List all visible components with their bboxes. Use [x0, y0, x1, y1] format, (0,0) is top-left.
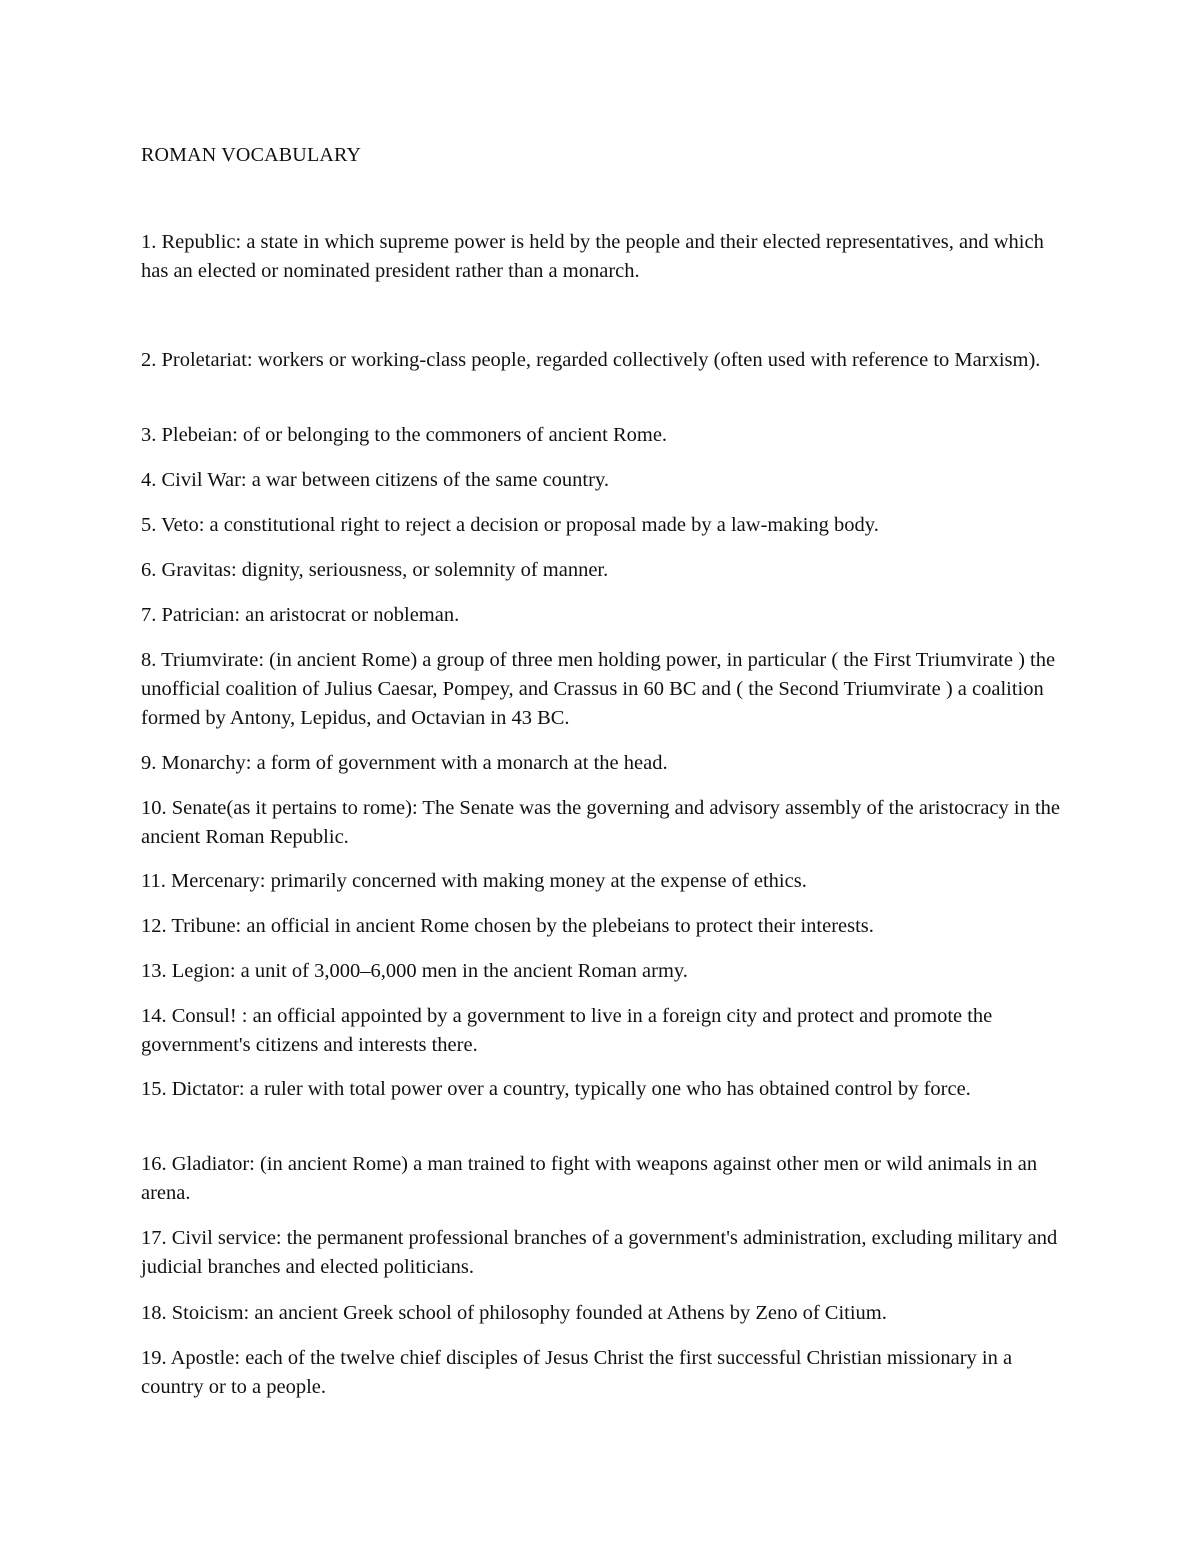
vocab-entry-consul: 14. Consul! : an official appointed by a government to live in a foreign city and protect and promote the government's citizens and interests there. — [141, 1005, 993, 1056]
vocab-entry-legion: 13. Legion: a unit of 3,000–6,000 men in the ancient Roman army. — [141, 960, 688, 982]
vocab-entry-mercenary: 11. Mercenary: primarily concerned with making money at the expense of ethics. — [141, 870, 807, 892]
vocab-entry-republic: 1. Republic: a state in which supreme power is held by the people and their elected representatives, and which has an elected or nominated president rather than a monarch. — [141, 231, 1044, 282]
document-title: ROMAN VOCABULARY — [141, 144, 362, 166]
vocab-entry-monarchy: 9. Monarchy: a form of government with a monarch at the head. — [141, 752, 668, 774]
vocab-entry-veto: 5. Veto: a constitutional right to reject a decision or proposal made by a law-making body. — [141, 514, 879, 536]
vocab-entry-patrician: 7. Patrician: an aristocrat or nobleman. — [141, 604, 460, 626]
vocab-entry-senate: 10. Senate(as it pertains to rome): The Senate was the governing and advisory assembly of the aristocracy in the ancient Roman Republic. — [141, 797, 1061, 848]
vocab-entry-gravitas: 6. Gravitas: dignity, seriousness, or solemnity of manner. — [141, 559, 609, 581]
vocab-entry-gladiator: 16. Gladiator: (in ancient Rome) a man trained to fight with weapons against other men or wild animals in an arena. — [141, 1153, 1038, 1204]
vocab-entry-civil-service: 17. Civil service: the permanent professional branches of a government's administration, excluding military and judicial branches and elected politicians. — [141, 1227, 1058, 1278]
vocab-entry-proletariat: 2. Proletariat: workers or working-class people, regarded collectively (often used with reference to Marxism). — [141, 349, 1041, 371]
vocab-entry-plebeian: 3. Plebeian: of or belonging to the commoners of ancient Rome. — [141, 424, 668, 446]
vocab-entry-civil-war: 4. Civil War: a war between citizens of the same country. — [141, 469, 609, 491]
vocab-entry-tribune: 12. Tribune: an official in ancient Rome chosen by the plebeians to protect their interests. — [141, 915, 874, 937]
vocab-entry-stoicism: 18. Stoicism: an ancient Greek school of philosophy founded at Athens by Zeno of Citium. — [141, 1302, 887, 1324]
vocab-entry-apostle: 19. Apostle: each of the twelve chief disciples of Jesus Christ the first successful Christian missionary in a country or to a people. — [141, 1347, 1013, 1398]
vocab-entry-triumvirate: 8. Triumvirate: (in ancient Rome) a group of three men holding power, in particular ( the First Triumvirate ) the unofficial coalition of Julius Caesar, Pompey, and Crassus in 60 BC and ( the Second Triumvirate ) a coalition formed by Antony, Lepidus, and Octavian in 43 BC. — [141, 649, 1056, 729]
vocab-entry-dictator: 15. Dictator: a ruler with total power over a country, typically one who has obtained control by force. — [141, 1078, 971, 1100]
